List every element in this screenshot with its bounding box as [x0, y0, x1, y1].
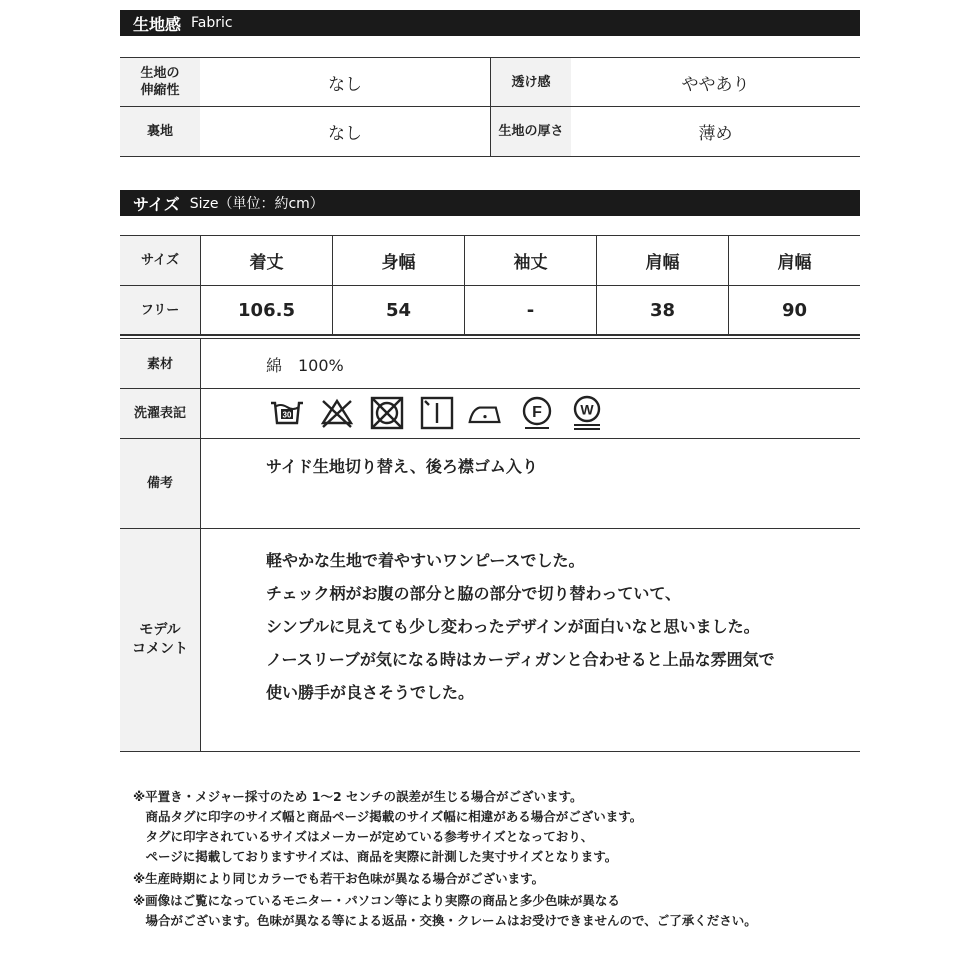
stretch-label: 生地の 伸縮性 — [120, 58, 200, 106]
note-line: ※平置き・メジャー採寸のため 1～2 センチの誤差が生じる場合がございます。 — [133, 789, 583, 804]
note-line: ページに掲載しておりますサイズは、商品を実際に計測した実寸サイズとなります。 — [133, 849, 618, 864]
wet-clean-w-icon — [569, 395, 605, 431]
material-label: 素材 — [120, 340, 200, 388]
wash-tub-icon — [269, 395, 305, 431]
size-value-sleeve: - — [526, 299, 535, 321]
note-line: タグに印字されているサイズはメーカーが定めている参考サイズとなっており、 — [133, 829, 594, 844]
size-header-length: 着丈 — [249, 253, 284, 273]
svg-text:W: W — [580, 401, 594, 418]
dry-clean-f-icon — [519, 395, 555, 431]
size-header-size: サイズ — [120, 236, 200, 285]
size-header-sleeve: 袖丈 — [513, 253, 548, 273]
size-title-en: Size（単位：約cm） — [189, 196, 324, 212]
size-value-shoulder: 38 — [649, 299, 676, 321]
stretch-value: なし — [328, 74, 362, 95]
note-line: 商品タグに印字のサイズ幅と商品ページ掲載のサイズ幅に相違がある場合がございます。 — [133, 809, 643, 824]
size-row-label: フリー — [120, 286, 200, 334]
model-comment-text — [266, 544, 775, 709]
size-header-shoulder: 肩幅 — [645, 253, 680, 273]
sheerness-label: 透け感 — [491, 58, 571, 106]
size-value-shoulder-2: 90 — [781, 299, 808, 321]
model-comment-label: モデル コメント — [120, 529, 200, 751]
remarks-label: 備考 — [120, 439, 200, 528]
note-line: ※画像はご覧になっているモニター・パソコン等により実際の商品と多少色味が異なる — [133, 893, 620, 908]
size-title-jp: サイズ — [133, 194, 180, 214]
material-value: 綿 100% — [266, 355, 344, 375]
svg-text:30: 30 — [282, 410, 292, 420]
thickness-value: 薄め — [698, 124, 733, 144]
iron-low-icon — [467, 395, 503, 431]
comment-line: 使い勝手が良さそうでした。 — [266, 683, 475, 702]
size-value-width: 54 — [385, 299, 412, 321]
svg-text:F: F — [532, 404, 542, 421]
sheerness-value: ややあり — [681, 74, 750, 95]
notes — [133, 787, 757, 931]
fabric-title-en: Fabric — [191, 15, 233, 31]
note-line: ※生産時期により同じカラーでも若干お色味が異なる場合がございます。 — [133, 871, 545, 886]
care-label: 洗濯表記 — [120, 389, 200, 438]
no-bleach-icon — [319, 395, 355, 431]
comment-line: シンプルに見えても少し変わったデザインが面白いなと思いました。 — [266, 617, 760, 636]
lining-value: なし — [328, 124, 362, 144]
note-line: 場合がございます。色味が異なる等による返品・交換・クレームはお受けできませんので、ご了承ください。 — [133, 913, 757, 928]
size-header-width: 身幅 — [381, 253, 416, 273]
fabric-section-header — [120, 10, 860, 36]
comment-line: チェック柄がお腹の部分と脇の部分で切り替わっていて、 — [266, 584, 682, 603]
thickness-label: 生地の厚さ — [491, 107, 571, 156]
size-header-shoulder-2: 肩幅 — [777, 253, 812, 273]
line-dry-icon — [419, 395, 455, 431]
comment-line: ノースリーブが気になる時はカーディガンと合わせると上品な雰囲気で — [266, 650, 775, 669]
comment-line: 軽やかな生地で着やすいワンピースでした。 — [266, 551, 585, 570]
no-tumble-dry-icon — [369, 395, 405, 431]
size-section-header — [120, 190, 860, 216]
fabric-title-jp: 生地感 — [133, 14, 182, 34]
size-value-length: 106.5 — [238, 299, 295, 321]
lining-label: 裏地 — [120, 107, 200, 156]
remarks-value: サイド生地切り替え、後ろ襟ゴム入り — [266, 456, 538, 476]
